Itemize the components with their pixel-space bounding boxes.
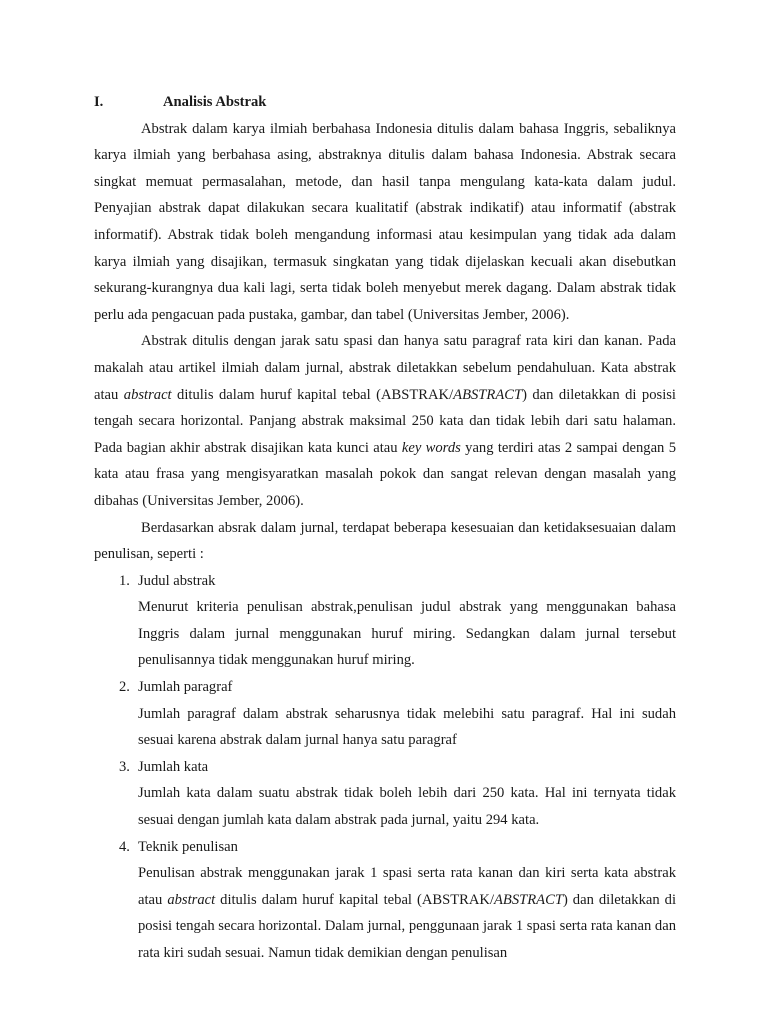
list-item-marker: 4. — [119, 838, 130, 855]
list-item — [94, 568, 676, 674]
criteria-list — [94, 568, 676, 967]
list-item-italic-abstract-caps: ABSTRACT — [494, 891, 563, 908]
list-item-body: Jumlah kata dalam suatu abstrak tidak boleh lebih dari 250 kata. Hal ini ternyata tidak sesuai dengan jumlah kata dalam abstrak pada jurnal, yaitu 294 kata. — [138, 785, 676, 829]
list-item-body-text-2: ditulis dalam huruf kapital tebal (ABSTRAK/ — [215, 891, 495, 908]
list-item-body — [138, 860, 676, 966]
paragraph-2-text-3: ) dan diletakkan di posisi tengah secara horizontal. Panjang abstrak maksimal 250 kata dan tidak lebih dari satu halaman. Pada bagian akhir abstrak disajikan kata kunci atau — [94, 386, 676, 456]
list-item-title: Jumlah kata — [138, 758, 209, 775]
list-item-body-text-1: Penulisan abstrak menggunakan jarak 1 spasi serta rata kanan dan kiri serta kata abstrak atau — [138, 865, 676, 908]
paragraph-2 — [94, 328, 676, 514]
paragraph-2-text-4: yang terdiri atas 2 sampai dengan 5 kata atau frasa yang mengisyaratkan masalah pokok dan sangat relevan dengan masalah yang dibahas (Universitas Jember, 2006). — [94, 439, 676, 509]
list-item — [94, 674, 676, 754]
list-item-marker: 1. — [119, 572, 130, 589]
paragraph-3: Berdasarkan absrak dalam jurnal, terdapat beberapa kesesuaian dan ketidaksesuaian dalam penulisan, seperti : — [94, 519, 676, 563]
list-item — [94, 834, 676, 967]
section-title: Analisis Abstrak — [163, 94, 267, 110]
list-item-italic-abstract: abstract — [167, 891, 216, 908]
paragraph-2-italic-abstract: abstract — [123, 386, 172, 403]
paragraph-2-text-2: ditulis dalam huruf kapital tebal (ABSTRAK/ — [171, 386, 454, 403]
document-content — [94, 89, 676, 967]
list-item-body: Menurut kriteria penulisan abstrak,penulisan judul abstrak yang menggunakan bahasa Inggris dalam jurnal menggunakan huruf miring. Sedangkan dalam jurnal tersebut penulisannya tidak menggunakan huruf miring. — [138, 599, 676, 669]
list-item-marker: 3. — [119, 758, 130, 775]
section-heading — [94, 89, 676, 116]
list-item-marker: 2. — [119, 679, 130, 696]
paragraph-1: Abstrak dalam karya ilmiah berbahasa Indonesia ditulis dalam bahasa Inggris, sebaliknya karya ilmiah yang berbahasa asing, abstraknya ditulis dalam bahasa Indonesia. Abstrak secara singkat memuat permasalahan, metode, dan hasil tanpa mengulang kata-kata dalam judul. Penyajian abstrak dapat dilakukan secara kualitatif (abstrak indikatif) atau informatif (abstrak informatif). Abstrak tidak boleh mengandung informasi atau kesimpulan yang tidak ada dalam karya ilmiah yang disajikan, termasuk singkatan yang tidak dijelaskan kecuali akan disebutkan sekurang-kurangnya dua kali lagi, serta tidak boleh menyebut merek dagang. Dalam abstrak tidak perlu ada pengacuan pada pustaka, gambar, dan tabel (Universitas Jember, 2006). — [94, 120, 676, 323]
list-item-body: Jumlah paragraf dalam abstrak seharusnya tidak melebihi satu paragraf. Hal ini sudah sesuai karena abstrak dalam jurnal hanya satu paragraf — [138, 705, 676, 749]
list-item-title: Jumlah paragraf — [138, 679, 233, 696]
paragraph-2-italic-key-words: key words — [401, 439, 461, 456]
paragraph-2-text-1: Abstrak ditulis dengan jarak satu spasi dan hanya satu paragraf rata kiri dan kanan. Pada makalah atau artikel ilmiah dalam jurnal, abstrak diletakkan sebelum pendahuluan. Kata abstrak atau — [94, 333, 676, 403]
list-item-body-text-3: ) dan diletakkan di posisi tengah secara horizontal. Dalam jurnal, penggunaan jarak 1 spasi serta rata kanan dan rata kiri sudah sesuai. Namun tidak demikian dengan penulisan — [138, 891, 676, 961]
list-item-title: Teknik penulisan — [138, 838, 238, 855]
section-number: I. — [94, 94, 104, 110]
list-item — [94, 754, 676, 834]
paragraph-2-italic-abstract-caps: ABSTRACT — [453, 386, 523, 403]
list-item-title: Judul abstrak — [138, 572, 216, 589]
